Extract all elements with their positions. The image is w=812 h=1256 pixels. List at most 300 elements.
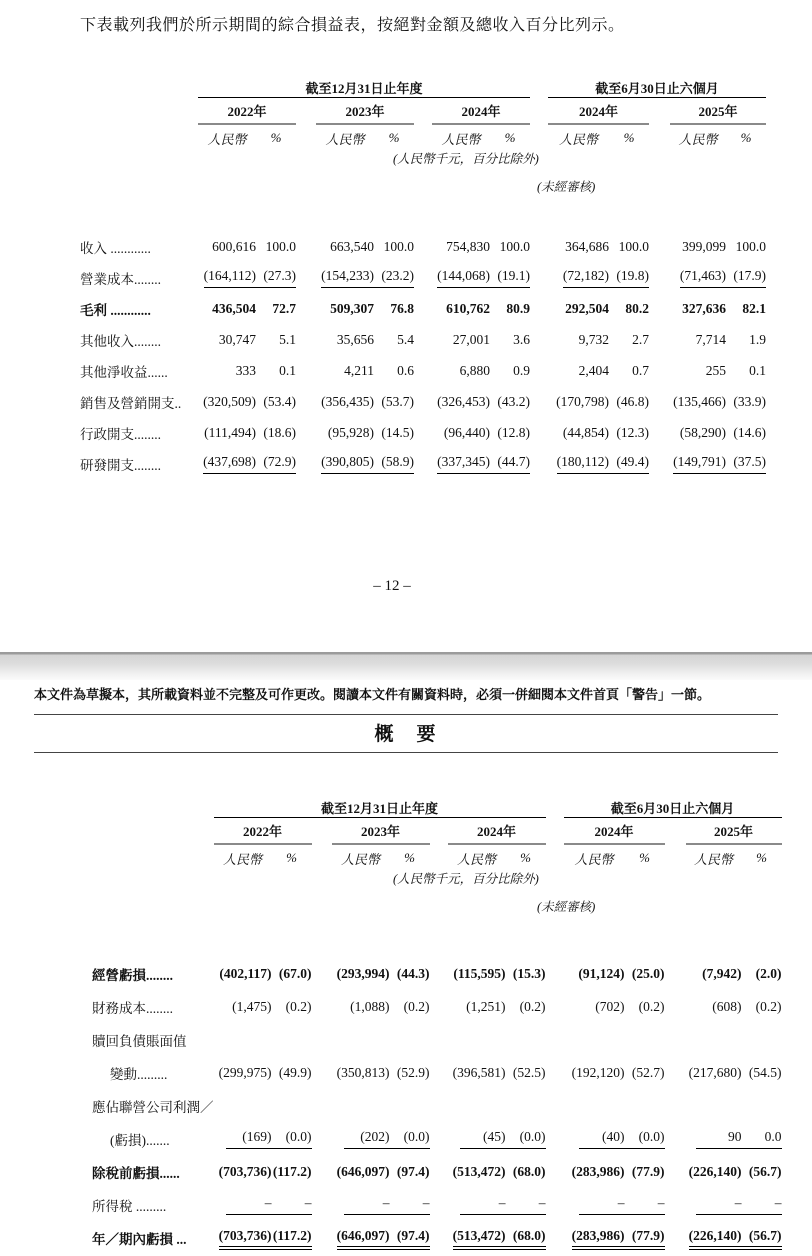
value-cell: 35,656 bbox=[336, 331, 374, 347]
underlined-value: – bbox=[344, 1195, 390, 1215]
value-cell: (646,097) bbox=[336, 1163, 390, 1179]
underlined-value: (0.0) bbox=[272, 1129, 312, 1149]
underlined-value: (77.9) bbox=[625, 1228, 665, 1247]
currency-header: 人民幣 bbox=[456, 851, 496, 867]
value-cell bbox=[686, 1122, 742, 1155]
underlined-value: – bbox=[506, 1195, 546, 1215]
row-label: 研發開支........ bbox=[80, 457, 161, 473]
underlined-value: (37.5) bbox=[726, 454, 766, 474]
underlined-value: (646,097) bbox=[337, 1228, 390, 1247]
underlined-value: – bbox=[696, 1195, 742, 1215]
percent-cell: (77.9) bbox=[631, 1163, 665, 1179]
percent-header: % bbox=[756, 850, 767, 865]
percent-cell: 76.8 bbox=[390, 300, 414, 316]
value-cell: 292,504 bbox=[565, 300, 609, 316]
value-cell: (44,854) bbox=[562, 424, 609, 440]
underlined-value: (149,791) bbox=[673, 454, 726, 474]
underlined-value: (44.7) bbox=[490, 454, 530, 474]
value-cell: (135,466) bbox=[673, 393, 726, 409]
value-cell: (1,475) bbox=[232, 998, 272, 1014]
header-period-row bbox=[80, 75, 766, 98]
underlined-value: (56.7) bbox=[742, 1228, 782, 1247]
percent-cell bbox=[256, 262, 296, 293]
percent-cell bbox=[742, 1188, 782, 1221]
underlined-value: (117.2) bbox=[272, 1228, 312, 1247]
value-cell bbox=[214, 1221, 272, 1254]
year-header: 2022年 bbox=[214, 818, 312, 845]
year-header: 2025年 bbox=[686, 818, 782, 845]
currency-header: 人民幣 bbox=[574, 851, 614, 867]
year-header: 2024年 bbox=[448, 818, 546, 845]
value-cell bbox=[564, 1221, 625, 1254]
value-cell bbox=[548, 262, 609, 293]
percent-cell: (54.5) bbox=[748, 1064, 782, 1080]
value-cell: (608) bbox=[712, 998, 742, 1014]
value-cell: (91,124) bbox=[578, 965, 625, 981]
percent-cell: 82.1 bbox=[742, 300, 766, 316]
row-label: 毛利 ............ bbox=[80, 302, 151, 318]
row-label: 應佔聯營公司利潤／ bbox=[92, 1099, 214, 1115]
value-cell: (95,928) bbox=[327, 424, 374, 440]
underlined-value: (169) bbox=[226, 1129, 272, 1149]
percent-cell: 2.7 bbox=[632, 331, 649, 347]
currency-header: 人民幣 bbox=[207, 131, 247, 147]
percent-header: % bbox=[504, 130, 516, 145]
row-label: 財務成本........ bbox=[92, 1000, 173, 1016]
value-cell: 327,636 bbox=[682, 300, 726, 316]
percent-header: % bbox=[520, 850, 531, 865]
value-cell bbox=[548, 448, 609, 479]
underlined-value: (154,233) bbox=[321, 268, 374, 288]
percent-cell: (14.6) bbox=[733, 424, 766, 440]
period-annual: 截至12月31日止年度 bbox=[198, 75, 530, 98]
value-cell: (192,120) bbox=[571, 1064, 625, 1080]
row-label: 贖回負債賬面值 bbox=[92, 1033, 187, 1049]
percent-cell: 80.2 bbox=[625, 300, 649, 316]
percent-cell bbox=[726, 262, 766, 293]
percent-header: % bbox=[639, 850, 650, 865]
value-cell bbox=[316, 262, 374, 293]
divider-line-top bbox=[34, 714, 778, 715]
page-number: – 12 – bbox=[373, 578, 411, 594]
value-cell bbox=[332, 1089, 390, 1122]
row-label: 年／期內虧損 ... bbox=[92, 1231, 187, 1247]
row-label: 其他淨收益...... bbox=[80, 364, 168, 380]
underlined-value: – bbox=[625, 1195, 665, 1215]
percent-cell bbox=[490, 448, 530, 479]
section-title: 概 要 bbox=[374, 724, 438, 745]
value-cell: 663,540 bbox=[330, 238, 374, 254]
underlined-value: (19.8) bbox=[609, 268, 649, 288]
table-row bbox=[80, 262, 766, 293]
table-row bbox=[80, 1089, 782, 1122]
percent-cell: (18.6) bbox=[263, 424, 296, 440]
percent-header: % bbox=[270, 130, 282, 145]
value-cell: (283,986) bbox=[571, 1163, 625, 1179]
percent-cell: 0.6 bbox=[397, 362, 414, 378]
divider-line-bottom bbox=[34, 752, 778, 753]
table-row bbox=[80, 1023, 782, 1056]
value-cell bbox=[332, 1023, 390, 1056]
percent-cell bbox=[742, 1122, 782, 1155]
percent-cell bbox=[374, 448, 414, 479]
underlined-value: (72.9) bbox=[256, 454, 296, 474]
percent-cell: (68.0) bbox=[512, 1163, 546, 1179]
value-cell: (96,440) bbox=[443, 424, 490, 440]
percent-cell: (12.3) bbox=[616, 424, 649, 440]
percent-cell: 0.1 bbox=[749, 362, 766, 378]
percent-cell: 5.1 bbox=[279, 331, 296, 347]
underlined-value: (226,140) bbox=[689, 1228, 742, 1247]
header-period-row bbox=[80, 795, 782, 818]
percent-cell bbox=[506, 1089, 546, 1122]
percent-cell bbox=[506, 1023, 546, 1056]
underlined-value: (58.9) bbox=[374, 454, 414, 474]
table-row bbox=[80, 1122, 782, 1155]
header-unit-row bbox=[80, 124, 766, 151]
value-cell bbox=[686, 1023, 742, 1056]
percent-cell: (52.7) bbox=[631, 1064, 665, 1080]
percent-cell bbox=[390, 1122, 430, 1155]
percent-cell: (0.2) bbox=[285, 998, 312, 1014]
table-row bbox=[80, 324, 766, 355]
percent-cell: 0.9 bbox=[513, 362, 530, 378]
table-row bbox=[80, 990, 782, 1023]
underlined-value: 90 bbox=[696, 1129, 742, 1149]
percent-cell: (12.8) bbox=[497, 424, 530, 440]
value-cell: 6,880 bbox=[459, 362, 490, 378]
percent-cell bbox=[625, 1089, 665, 1122]
underlined-value: – bbox=[460, 1195, 506, 1215]
percent-cell bbox=[390, 1188, 430, 1221]
period-annual: 截至12月31日止年度 bbox=[214, 795, 546, 818]
year-header: 2024年 bbox=[548, 98, 649, 125]
value-cell bbox=[448, 1188, 506, 1221]
underlined-value: (17.9) bbox=[726, 268, 766, 288]
value-cell: 509,307 bbox=[330, 300, 374, 316]
percent-cell bbox=[609, 262, 649, 293]
unit-note: (人民幣千元，百分比除外) bbox=[393, 152, 539, 166]
row-label: 行政開支........ bbox=[80, 426, 161, 442]
financial-table bbox=[80, 75, 766, 479]
underlined-value: (49.4) bbox=[609, 454, 649, 474]
percent-cell: 100.0 bbox=[499, 238, 530, 254]
underlined-value: (23.2) bbox=[374, 268, 414, 288]
row-label: 營業成本........ bbox=[80, 271, 161, 287]
row-label: 銷售及營銷開支.. bbox=[80, 395, 182, 411]
year-header: 2024年 bbox=[432, 98, 530, 125]
percent-cell: (44.3) bbox=[396, 965, 430, 981]
underlined-value: (40) bbox=[579, 1129, 625, 1149]
value-cell: 610,762 bbox=[446, 300, 490, 316]
underlined-value: (72,182) bbox=[563, 268, 609, 288]
unaudited-note: (未經審核) bbox=[537, 180, 596, 194]
percent-cell: 72.7 bbox=[272, 300, 296, 316]
percent-cell: (33.9) bbox=[733, 393, 766, 409]
value-cell bbox=[332, 1221, 390, 1254]
year-header: 2024年 bbox=[564, 818, 665, 845]
value-cell bbox=[332, 1122, 390, 1155]
percent-cell bbox=[272, 1023, 312, 1056]
value-cell bbox=[214, 1122, 272, 1155]
value-cell: (226,140) bbox=[688, 1163, 742, 1179]
percent-cell bbox=[742, 1023, 782, 1056]
percent-cell: (53.4) bbox=[263, 393, 296, 409]
value-cell: (58,290) bbox=[679, 424, 726, 440]
underlined-value: (703,736) bbox=[219, 1228, 272, 1247]
value-cell bbox=[432, 448, 490, 479]
value-cell bbox=[670, 262, 726, 293]
percent-cell: 0.1 bbox=[279, 362, 296, 378]
currency-header: 人民幣 bbox=[325, 131, 365, 147]
percent-cell bbox=[390, 1089, 430, 1122]
header-year-row bbox=[80, 818, 782, 845]
row-label: 經營虧損........ bbox=[92, 967, 173, 983]
percent-cell bbox=[609, 448, 649, 479]
table-row bbox=[80, 293, 766, 324]
underlined-value: (71,463) bbox=[680, 268, 726, 288]
percent-cell: (52.5) bbox=[512, 1064, 546, 1080]
value-cell bbox=[686, 1089, 742, 1122]
percent-cell: 5.4 bbox=[397, 331, 414, 347]
table-row bbox=[80, 448, 766, 479]
value-cell: 7,714 bbox=[695, 331, 726, 347]
year-header: 2023年 bbox=[316, 98, 414, 125]
percent-cell bbox=[506, 1221, 546, 1254]
value-cell: 4,211 bbox=[344, 362, 374, 378]
table-row bbox=[80, 417, 766, 448]
value-cell bbox=[214, 1089, 272, 1122]
header-unit-row bbox=[80, 844, 782, 871]
currency-header: 人民幣 bbox=[441, 131, 481, 147]
percent-cell: (97.4) bbox=[396, 1163, 430, 1179]
row-label: 所得稅 ......... bbox=[92, 1198, 167, 1214]
table-row bbox=[80, 1188, 782, 1221]
percent-cell: (15.3) bbox=[512, 965, 546, 981]
currency-header: 人民幣 bbox=[222, 851, 262, 867]
value-cell: 2,404 bbox=[578, 362, 609, 378]
percent-cell: 3.6 bbox=[513, 331, 530, 347]
value-cell: (703,736) bbox=[218, 1163, 272, 1179]
value-cell: (7,942) bbox=[702, 965, 742, 981]
underlined-value: (68.0) bbox=[506, 1228, 546, 1247]
underlined-value: – bbox=[742, 1195, 782, 1215]
percent-header: % bbox=[404, 850, 415, 865]
percent-cell: (25.0) bbox=[631, 965, 665, 981]
underlined-value: 0.0 bbox=[742, 1129, 782, 1149]
percent-cell bbox=[625, 1221, 665, 1254]
value-cell: (356,435) bbox=[321, 393, 374, 409]
currency-header: 人民幣 bbox=[558, 131, 598, 147]
value-cell: (1,088) bbox=[350, 998, 390, 1014]
underlined-value: (27.3) bbox=[256, 268, 296, 288]
underlined-value: – bbox=[272, 1195, 312, 1215]
intro-text: 下表載列我們於所示期間的綜合損益表，按絕對金額及總收入百分比列示。 bbox=[80, 17, 625, 34]
value-cell bbox=[332, 1188, 390, 1221]
underlined-value: (202) bbox=[344, 1129, 390, 1149]
value-cell bbox=[564, 1188, 625, 1221]
underlined-value: (0.0) bbox=[390, 1129, 430, 1149]
value-cell: (320,509) bbox=[203, 393, 256, 409]
row-label: 其他收入........ bbox=[80, 333, 161, 349]
value-cell bbox=[214, 1023, 272, 1056]
percent-cell bbox=[625, 1188, 665, 1221]
value-cell: 399,099 bbox=[682, 238, 726, 254]
percent-cell: (43.2) bbox=[497, 393, 530, 409]
currency-header: 人民幣 bbox=[340, 851, 380, 867]
percent-cell: 0.7 bbox=[632, 362, 649, 378]
unaudited-note: (未經審核) bbox=[537, 900, 596, 914]
value-cell bbox=[448, 1122, 506, 1155]
value-cell bbox=[214, 1188, 272, 1221]
value-cell: (217,680) bbox=[688, 1064, 742, 1080]
percent-cell bbox=[742, 1089, 782, 1122]
table-row bbox=[80, 1155, 782, 1188]
year-header: 2022年 bbox=[198, 98, 296, 125]
underlined-value: – bbox=[579, 1195, 625, 1215]
percent-cell: (0.2) bbox=[403, 998, 430, 1014]
table-row bbox=[80, 1221, 782, 1254]
percent-header: % bbox=[286, 850, 297, 865]
percent-cell: (67.0) bbox=[278, 965, 312, 981]
percent-cell: (46.8) bbox=[616, 393, 649, 409]
percent-cell: 80.9 bbox=[506, 300, 530, 316]
percent-cell: 100.0 bbox=[265, 238, 296, 254]
value-cell bbox=[670, 448, 726, 479]
percent-cell bbox=[272, 1188, 312, 1221]
value-cell bbox=[564, 1089, 625, 1122]
percent-cell bbox=[256, 448, 296, 479]
currency-header: 人民幣 bbox=[678, 131, 718, 147]
table-row bbox=[80, 231, 766, 262]
percent-cell bbox=[742, 1221, 782, 1254]
value-cell: (513,472) bbox=[452, 1163, 506, 1179]
value-cell bbox=[564, 1023, 625, 1056]
percent-cell bbox=[726, 448, 766, 479]
percent-cell: (52.9) bbox=[396, 1064, 430, 1080]
value-cell: (396,581) bbox=[452, 1064, 506, 1080]
percent-cell bbox=[374, 262, 414, 293]
page-2 bbox=[0, 680, 812, 1256]
value-cell bbox=[686, 1188, 742, 1221]
value-cell: (111,494) bbox=[204, 424, 256, 440]
value-cell: 27,001 bbox=[452, 331, 490, 347]
underlined-value: – bbox=[390, 1195, 430, 1215]
header-year-row bbox=[80, 98, 766, 125]
percent-cell: (53.7) bbox=[381, 393, 414, 409]
percent-cell bbox=[272, 1122, 312, 1155]
underlined-value: (180,112) bbox=[557, 454, 609, 474]
table-row bbox=[80, 957, 782, 990]
percent-cell bbox=[272, 1221, 312, 1254]
underlined-value: (45) bbox=[460, 1129, 506, 1149]
value-cell: (293,994) bbox=[336, 965, 390, 981]
percent-cell bbox=[490, 262, 530, 293]
percent-cell: (0.2) bbox=[755, 998, 782, 1014]
underlined-value: (0.0) bbox=[506, 1129, 546, 1149]
percent-cell: 100.0 bbox=[618, 238, 649, 254]
value-cell: 255 bbox=[705, 362, 726, 378]
percent-header: % bbox=[623, 130, 635, 145]
value-cell: 600,616 bbox=[212, 238, 256, 254]
value-cell bbox=[316, 448, 374, 479]
value-cell: (170,798) bbox=[556, 393, 609, 409]
percent-cell: 1.9 bbox=[749, 331, 766, 347]
value-cell bbox=[432, 262, 490, 293]
year-header: 2023年 bbox=[332, 818, 430, 845]
value-cell bbox=[198, 448, 256, 479]
row-label: 收入 ............ bbox=[80, 240, 151, 256]
value-cell: 333 bbox=[235, 362, 256, 378]
percent-cell bbox=[506, 1122, 546, 1155]
value-cell: (1,251) bbox=[466, 998, 506, 1014]
value-cell: 30,747 bbox=[218, 331, 256, 347]
percent-cell bbox=[272, 1089, 312, 1122]
percent-cell bbox=[390, 1221, 430, 1254]
value-cell: 9,732 bbox=[578, 331, 609, 347]
value-cell: 364,686 bbox=[565, 238, 609, 254]
percent-cell: (0.2) bbox=[638, 998, 665, 1014]
percent-cell: (117.2) bbox=[272, 1163, 312, 1179]
table-row bbox=[80, 1056, 782, 1089]
underlined-value: (19.1) bbox=[490, 268, 530, 288]
percent-cell bbox=[625, 1023, 665, 1056]
value-cell: (299,975) bbox=[218, 1064, 272, 1080]
underlined-value: (97.4) bbox=[390, 1228, 430, 1247]
percent-cell: (49.9) bbox=[278, 1064, 312, 1080]
underlined-value: (164,112) bbox=[204, 268, 256, 288]
percent-cell bbox=[390, 1023, 430, 1056]
value-cell: (702) bbox=[595, 998, 625, 1014]
value-cell bbox=[564, 1122, 625, 1155]
table-row bbox=[80, 355, 766, 386]
percent-cell: (14.5) bbox=[381, 424, 414, 440]
row-label: 變動......... bbox=[110, 1066, 168, 1082]
value-cell: (326,453) bbox=[437, 393, 490, 409]
percent-cell: 100.0 bbox=[735, 238, 766, 254]
row-label: (虧損)....... bbox=[110, 1132, 170, 1148]
percent-header: % bbox=[388, 130, 400, 145]
percent-cell: 100.0 bbox=[383, 238, 414, 254]
year-header: 2025年 bbox=[670, 98, 766, 125]
table-row bbox=[80, 386, 766, 417]
underlined-value: (283,986) bbox=[572, 1228, 625, 1247]
value-cell: 754,830 bbox=[446, 238, 490, 254]
unit-note: (人民幣千元，百分比除外) bbox=[393, 872, 539, 886]
underlined-value: (513,472) bbox=[453, 1228, 506, 1247]
value-cell bbox=[686, 1221, 742, 1254]
value-cell bbox=[448, 1023, 506, 1056]
underlined-value: – bbox=[226, 1195, 272, 1215]
value-cell: 436,504 bbox=[212, 300, 256, 316]
period-interim: 截至6月30日止六個月 bbox=[548, 75, 766, 98]
page-separator bbox=[0, 652, 812, 680]
percent-cell bbox=[625, 1122, 665, 1155]
percent-cell: (2.0) bbox=[755, 965, 782, 981]
percent-header: % bbox=[740, 130, 752, 145]
currency-header: 人民幣 bbox=[693, 851, 733, 867]
underlined-value: (144,068) bbox=[437, 268, 490, 288]
financial-table bbox=[80, 795, 782, 1254]
row-label: 除稅前虧損...... bbox=[92, 1165, 180, 1181]
underlined-value: (437,698) bbox=[203, 454, 256, 474]
value-cell bbox=[198, 262, 256, 293]
value-cell: (350,813) bbox=[336, 1064, 390, 1080]
value-cell: (115,595) bbox=[453, 965, 506, 981]
period-interim: 截至6月30日止六個月 bbox=[564, 795, 782, 818]
value-cell bbox=[448, 1221, 506, 1254]
underlined-value: (337,345) bbox=[437, 454, 490, 474]
